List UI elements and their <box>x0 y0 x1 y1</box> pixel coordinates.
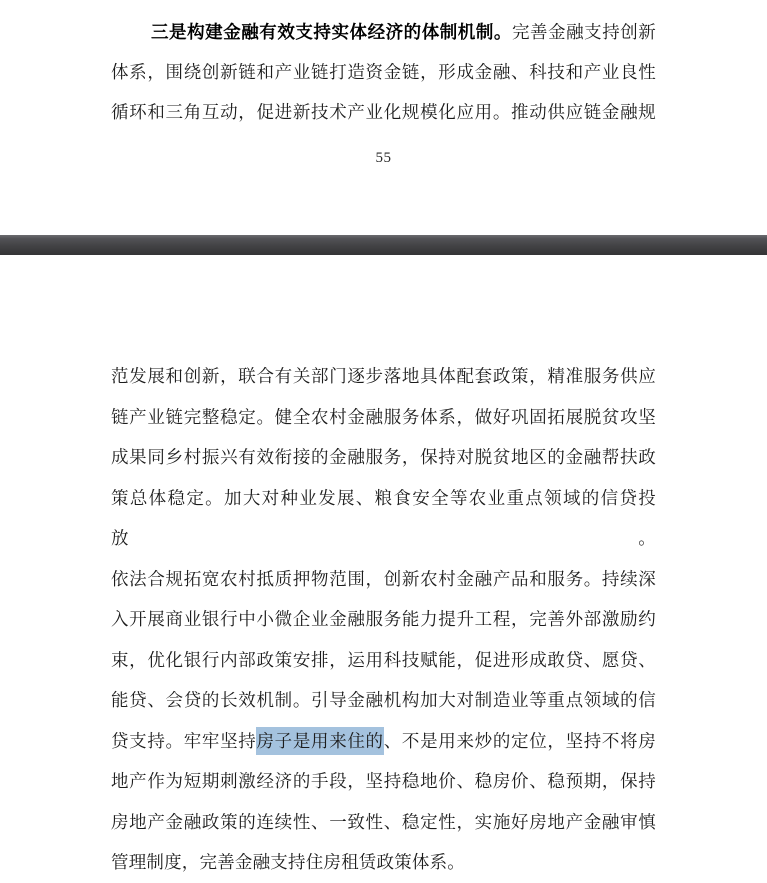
paragraph-line: 策总体稳定。加大对种业发展、粮食安全等农业重点领域的信贷投放。 <box>111 487 656 548</box>
page-56-text-block <box>111 356 656 883</box>
body-text-run: 、不是用来炒的定位，坚持不将房 <box>383 730 657 751</box>
paragraph-line-with-selection <box>111 721 656 762</box>
paragraph-line: 循环和三角互动，促进新技术产业化规模化应用。推动供应链金融规 <box>111 102 656 122</box>
paragraph-line: 成果同乡村振兴有效衔接的金融服务，保持对脱贫地区的金融帮扶政 <box>111 447 656 467</box>
paragraph-line: 房地产金融政策的连续性、一致性、稳定性，实施好房地产金融审慎 <box>111 811 656 832</box>
paragraph-line: 链产业链完整稳定。健全农村金融服务体系，做好巩固拓展脱贫攻坚 <box>111 406 656 427</box>
page-56-fragment <box>0 356 767 883</box>
page-separator-band <box>0 235 767 255</box>
paragraph-line: 依法合规拓宽农村抵质押物范围，创新农村金融产品和服务。持续深 <box>111 568 656 589</box>
body-text-run: 完善金融支持创新 <box>511 22 657 42</box>
section-heading-bold: 三是构建金融有效支持实体经济的体制机制。 <box>151 22 512 42</box>
paragraph-line: 地产作为短期刺激经济的手段，坚持稳地价、稳房价、稳预期，保持 <box>111 771 656 791</box>
paragraph-line: 体系，围绕创新链和产业链打造资金链，形成金融、科技和产业良性 <box>111 62 656 82</box>
paragraph-line: 入开展商业银行中小微企业金融服务能力提升工程，完善外部激励约 <box>111 609 656 629</box>
paragraph-line <box>111 12 656 52</box>
page-55-text-block <box>111 12 656 132</box>
paragraph-line: 范发展和创新，联合有关部门逐步落地具体配套政策，精准服务供应 <box>111 366 656 386</box>
page-55-fragment <box>0 12 767 168</box>
body-text-run: 贷支持。牢牢坚持 <box>111 730 257 751</box>
paragraph-line: 能贷、会贷的长效机制。引导金融机构加大对制造业等重点领域的信 <box>111 690 656 710</box>
text-selection-highlight: 房子是用来住的 <box>256 727 383 755</box>
page-number: 55 <box>375 150 392 166</box>
paragraph-last-line: 管理制度，完善金融支持住房租赁政策体系。 <box>111 852 465 872</box>
paragraph-line: 束，优化银行内部政策安排，运用科技赋能，促进形成敢贷、愿贷、 <box>111 649 656 670</box>
